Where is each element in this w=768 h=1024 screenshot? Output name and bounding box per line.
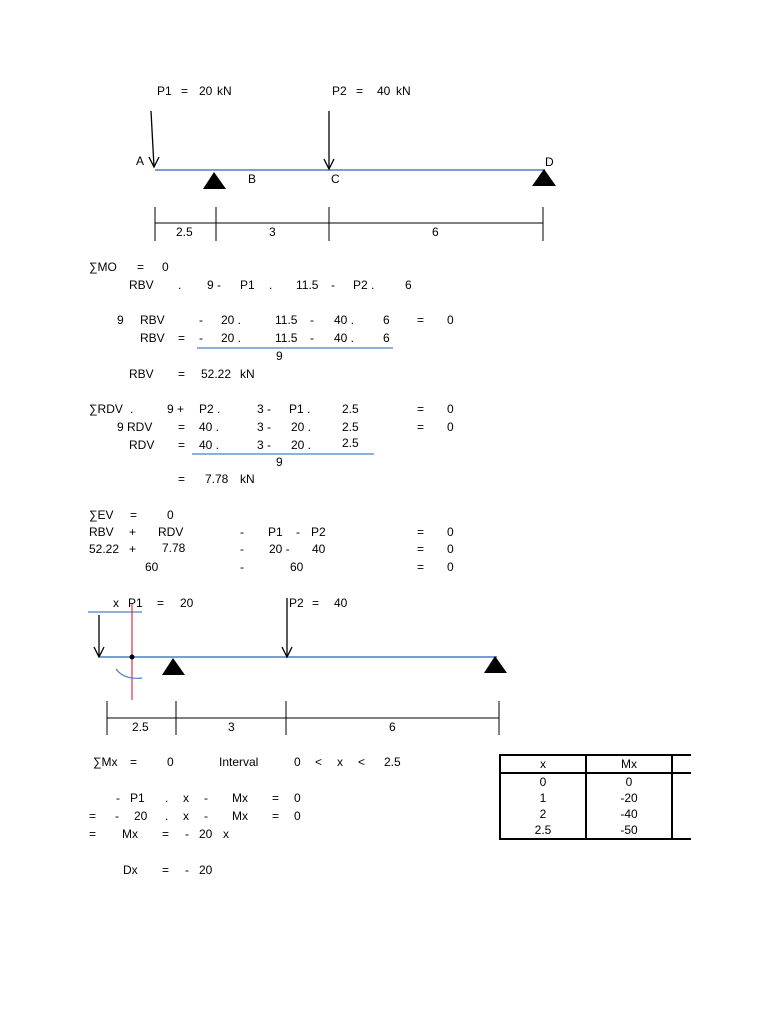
mx-l3-eq2: = (272, 809, 280, 823)
p1-unit: kN (217, 84, 232, 98)
table-cell-empty (672, 790, 691, 806)
mo-l3-115: 11.5 (275, 313, 298, 327)
mx-l2-minus: - (116, 791, 120, 805)
table-cell-x: 0 (500, 773, 586, 790)
mx-l4-minus: - (185, 827, 189, 841)
mo-l2-9: 9 - (207, 278, 222, 292)
ev-l2-0: 0 (447, 525, 454, 539)
point-a-label: A (136, 154, 145, 168)
ev-l4-0: 0 (447, 560, 454, 574)
beam2-span-2: 3 (228, 720, 235, 734)
mo-l4-20: 20 . (221, 331, 242, 345)
mx-l3-0: 0 (294, 809, 301, 823)
mo-l2-dot: . (178, 278, 182, 292)
mx-l1-eq: = (130, 755, 138, 769)
rdv-l3-20: 20 . (291, 438, 312, 452)
p1-arrow (151, 111, 154, 167)
mx-l3-minus2: - (204, 809, 208, 823)
rdv-l1-25: 2.5 (342, 402, 359, 416)
interval-lt1: < (315, 755, 323, 769)
beam2-p2-value: 40 (334, 596, 348, 610)
section-cut-point (130, 655, 135, 660)
sum-rdv-symbol: ∑RDV (89, 402, 123, 416)
mx-l4-x: x (223, 827, 229, 841)
table-header-mx: Mx (586, 755, 672, 773)
mx-l3-minus: - (115, 809, 119, 823)
rdv-l1-eq: = (417, 402, 425, 416)
beam2-p1-label: P1 (128, 596, 143, 610)
interval-x: x (337, 755, 343, 769)
ev-l3-minus: - (240, 542, 244, 556)
dx-value: 20 (199, 863, 213, 877)
rdv-l1-3: 3 - (257, 402, 272, 416)
table-cell-x: 2 (500, 806, 586, 822)
rdv-l1-dot: . (130, 402, 134, 416)
rdv-l2-3: 3 - (257, 420, 272, 434)
mx-l2-minus2: - (204, 791, 208, 805)
sum-ev-symbol: ∑EV (89, 508, 114, 522)
rdv-l3-rdv: RDV (129, 438, 155, 452)
mx-l3-eq: = (89, 809, 97, 823)
table-header-x: x (500, 755, 586, 773)
mo-l5-rbv: RBV (129, 367, 154, 381)
support-d-2 (484, 656, 507, 673)
table-header-empty (672, 755, 691, 773)
mo-l2-p1: P1 (240, 278, 255, 292)
rdv-l3-25: 2.5 (342, 436, 359, 450)
mo-l3-rbv: RBV (140, 313, 165, 327)
mx-l3-mx: Mx (232, 809, 248, 823)
mx-l4-eq2: = (162, 827, 170, 841)
mx-l2-mx: Mx (232, 791, 248, 805)
mx-l4-mx: Mx (122, 827, 138, 841)
mo-l4-minus: - (199, 331, 203, 345)
point-b-label: B (248, 172, 257, 186)
table-cell-mx: -50 (586, 822, 672, 839)
table-cell-x: 2.5 (500, 822, 586, 839)
rdv-l4-eq: = (178, 472, 186, 486)
support-b (203, 172, 226, 189)
interval-upper: 2.5 (384, 755, 401, 769)
rbv-result: 52.22 (201, 367, 232, 381)
rdv-l3-3: 3 - (257, 438, 272, 452)
mo-l5-unit: kN (240, 367, 255, 381)
mo-l5-eq: = (178, 367, 186, 381)
rdv-l4-unit: kN (240, 472, 255, 486)
p2-unit: kN (396, 84, 411, 98)
rdv-l2-0: 0 (447, 420, 454, 434)
rdv-l1-p2: P2 . (199, 402, 221, 416)
beam2-p1-eq: = (157, 596, 165, 610)
ev-l3-5222: 52.22 (89, 542, 120, 556)
ev-l3-0: 0 (447, 542, 454, 556)
ev-l3-778: 7.78 (162, 541, 186, 555)
mo-l3-eq: = (417, 313, 425, 327)
mx-l1-0: 0 (167, 755, 174, 769)
rdv-l2-20: 20 . (291, 420, 312, 434)
table-row (500, 790, 691, 806)
table-row (500, 773, 691, 790)
mo-l4-40: 40 . (334, 331, 355, 345)
mo-l4-6: 6 (383, 331, 390, 345)
p2-equals: = (356, 84, 364, 98)
p2-label: P2 (332, 84, 347, 98)
rdv-l3-eq: = (178, 438, 186, 452)
interval-lt2: < (358, 755, 366, 769)
ev-l3-plus: + (129, 542, 137, 556)
mo-l3-minus2: - (310, 313, 314, 327)
ev-l2-rdv: RDV (158, 525, 184, 539)
ev-l1-eq: = (130, 508, 138, 522)
mx-l4-20: 20 (199, 827, 213, 841)
mx-l2-0: 0 (294, 791, 301, 805)
ev-l4-eq: = (417, 560, 425, 574)
interval-lower: 0 (294, 755, 301, 769)
p1-value: 20 (199, 84, 213, 98)
mx-l3-dot: . (165, 809, 169, 823)
mo-l3-6: 6 (383, 313, 390, 327)
mo-l3-9: 9 (117, 313, 124, 327)
table-cell-mx: -40 (586, 806, 672, 822)
ev-l4-minus: - (240, 560, 244, 574)
table-row (500, 806, 691, 822)
mo-l4-eq: = (178, 331, 186, 345)
sum-mx-symbol: ∑Mx (93, 755, 118, 769)
span-bc: 3 (269, 225, 276, 239)
mx-l3-20: 20 (134, 809, 148, 823)
table-cell-empty (672, 806, 691, 822)
interval-label: Interval (219, 755, 259, 769)
beam2-x-label: x (113, 596, 119, 610)
p1-label: P1 (157, 84, 172, 98)
mx-l3-x: x (183, 809, 189, 823)
sum-mo-zero: 0 (162, 260, 169, 274)
mo-l4-denominator: 9 (276, 349, 283, 363)
mo-l4-minus2: - (310, 331, 314, 345)
rdv-l2-40: 40 . (199, 420, 220, 434)
moment-arc (116, 669, 142, 678)
mo-l2-dot2: . (269, 278, 273, 292)
mx-l2-eq: = (272, 791, 280, 805)
rdv-l2-eq: = (178, 420, 186, 434)
beam2-p2-eq: = (312, 596, 320, 610)
ev-l3-eq: = (417, 542, 425, 556)
ev-l2-eq: = (417, 525, 425, 539)
p2-value: 40 (377, 84, 391, 98)
dx-minus: - (185, 863, 189, 877)
rdv-l3-40: 40 . (199, 438, 220, 452)
table-cell-empty (672, 773, 691, 790)
sum-mo-eq: = (137, 260, 145, 274)
p1-equals: = (181, 84, 189, 98)
ev-l2-minus: - (240, 525, 244, 539)
dx-eq: = (162, 863, 170, 877)
support-b-2 (162, 658, 185, 675)
table-cell-mx: -20 (586, 790, 672, 806)
table-cell-mx: 0 (586, 773, 672, 790)
ev-l2-minus2: - (296, 525, 300, 539)
beam2-span-1: 2.5 (132, 720, 149, 734)
mo-l4-115: 11.5 (275, 331, 298, 345)
rdv-l2-25: 2.5 (342, 420, 359, 434)
rdv-l1-9: 9 + (167, 402, 185, 416)
ev-l3-40: 40 (312, 542, 326, 556)
rdv-l2-eq2: = (417, 420, 425, 434)
span-ab: 2.5 (176, 225, 193, 239)
rdv-l2-9rdv: 9 RDV (117, 420, 153, 434)
ev-l2-rbv: RBV (89, 525, 114, 539)
point-d-label: D (545, 155, 554, 169)
ev-l2-p1: P1 (268, 525, 283, 539)
mo-l2-minus: - (331, 278, 335, 292)
mx-l2-x: x (183, 791, 189, 805)
table-header-row (500, 755, 691, 773)
ev-l2-plus: + (129, 525, 137, 539)
beam2-p1-value: 20 (180, 596, 194, 610)
mo-l4-rbv: RBV (140, 331, 165, 345)
mx-l2-dot: . (165, 791, 169, 805)
rdv-l1-0: 0 (447, 402, 454, 416)
rdv-l3-denominator: 9 (276, 455, 283, 469)
mx-l4-eq: = (89, 827, 97, 841)
mo-l2-115: 11.5 (296, 278, 319, 292)
mx-l2-p1: P1 (130, 791, 145, 805)
support-d (532, 169, 556, 186)
ev-l3-20: 20 - (269, 542, 290, 556)
moment-table (499, 754, 691, 840)
table-row (500, 822, 691, 839)
mo-l2-p2: P2 . (353, 278, 375, 292)
mo-l2-rbv: RBV (129, 278, 154, 292)
rdv-l1-p1: P1 . (289, 402, 311, 416)
dx-label: Dx (123, 863, 138, 877)
beam2-p2-label: P2 (289, 596, 304, 610)
mo-l3-0: 0 (447, 313, 454, 327)
point-c-label: C (331, 172, 340, 186)
span-cd: 6 (432, 225, 439, 239)
ev-l4-60: 60 (145, 560, 159, 574)
mo-l3-minus: - (199, 313, 203, 327)
table-cell-x: 1 (500, 790, 586, 806)
mo-l3-20: 20 . (221, 313, 242, 327)
beam2-span-3: 6 (389, 720, 396, 734)
mo-l2-6: 6 (405, 278, 412, 292)
rdv-result: 7.78 (205, 472, 229, 486)
ev-l4-60b: 60 (290, 560, 304, 574)
ev-l1-0: 0 (167, 508, 174, 522)
sum-mo-symbol: ∑MO (89, 260, 117, 274)
table-cell-empty (672, 822, 691, 839)
mo-l3-40: 40 . (334, 313, 355, 327)
ev-l2-p2: P2 (311, 525, 326, 539)
